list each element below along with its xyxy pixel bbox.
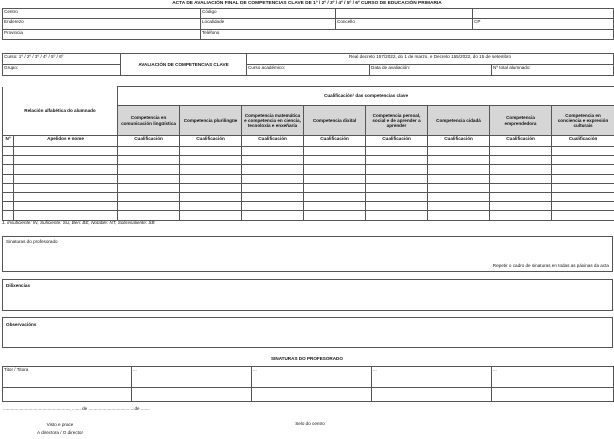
grade-cell[interactable] bbox=[118, 147, 180, 156]
competence-header: Competencia en conciencia e expresión culturais bbox=[552, 106, 614, 136]
competence-header: Competencia persoal, social e de aprender a aprender bbox=[366, 106, 428, 136]
table-row bbox=[3, 202, 614, 211]
grade-cell[interactable] bbox=[366, 165, 428, 174]
grade-cell[interactable] bbox=[118, 156, 180, 165]
grade-cell[interactable] bbox=[428, 202, 490, 211]
signature-slot[interactable] bbox=[492, 388, 614, 402]
curso-field[interactable]: Curso: 1º / 2º / 3º / 4º / 5º / 6º bbox=[3, 54, 121, 65]
signature-slot[interactable]: ... bbox=[492, 367, 614, 388]
teacher-signatures-box[interactable] bbox=[2, 236, 613, 272]
provincia-field[interactable]: Provincia bbox=[3, 30, 201, 40]
grade-cell[interactable] bbox=[3, 183, 14, 192]
signature-slot[interactable] bbox=[252, 388, 372, 402]
grupo-field[interactable]: Grupo: bbox=[3, 65, 121, 76]
grade-cell[interactable] bbox=[552, 156, 614, 165]
grade-cell[interactable] bbox=[180, 174, 242, 183]
grade-cell[interactable] bbox=[490, 165, 552, 174]
grade-cell[interactable] bbox=[14, 192, 118, 201]
grade-cell[interactable] bbox=[428, 165, 490, 174]
decree-reference: Real decreto 157/2022, do 1 de marzo, e Decreto 155/2022, do 15 de setembro bbox=[247, 54, 614, 65]
concello-field[interactable]: Concello bbox=[336, 19, 473, 30]
grade-cell[interactable] bbox=[366, 174, 428, 183]
grade-cell[interactable] bbox=[180, 202, 242, 211]
qualification-header: Cualificación¹ das competencias clave bbox=[118, 87, 614, 106]
grade-cell[interactable] bbox=[242, 147, 304, 156]
grade-cell[interactable] bbox=[3, 156, 14, 165]
center-info-table bbox=[2, 8, 614, 40]
grade-cell[interactable] bbox=[14, 202, 118, 211]
table-row bbox=[3, 183, 614, 192]
grade-cell[interactable] bbox=[490, 147, 552, 156]
competence-header: Competencia cidadá bbox=[428, 106, 490, 136]
grade-cell[interactable] bbox=[552, 211, 614, 220]
grade-cell[interactable] bbox=[3, 202, 14, 211]
total-alumnado-field[interactable]: Nº total alumnado: bbox=[492, 65, 614, 76]
grade-cell[interactable] bbox=[428, 192, 490, 201]
grade-cell[interactable] bbox=[552, 183, 614, 192]
date-line[interactable]: ...................................................., ....... de ....................................de ....... bbox=[3, 406, 150, 411]
competence-header: Competencia dixital bbox=[304, 106, 366, 136]
qualification-column-header: Cualificación bbox=[428, 136, 490, 147]
diligencias-box[interactable] bbox=[2, 279, 613, 311]
qualification-column-header: Cualificación bbox=[490, 136, 552, 147]
grade-cell[interactable] bbox=[3, 174, 14, 183]
grade-cell[interactable] bbox=[14, 147, 118, 156]
grade-cell[interactable] bbox=[180, 165, 242, 174]
grade-cell[interactable] bbox=[304, 156, 366, 165]
qualification-column-header: Cualificación bbox=[366, 136, 428, 147]
grade-cell[interactable] bbox=[242, 211, 304, 220]
grade-cell[interactable] bbox=[490, 192, 552, 201]
visto-prace-label: Visto e prace bbox=[46, 422, 74, 427]
table-row bbox=[3, 165, 614, 174]
table-row bbox=[3, 174, 614, 183]
grade-cell[interactable] bbox=[118, 192, 180, 201]
grade-cell[interactable] bbox=[3, 147, 14, 156]
grade-cell[interactable] bbox=[304, 147, 366, 156]
grade-cell[interactable] bbox=[428, 156, 490, 165]
grade-cell[interactable] bbox=[366, 202, 428, 211]
qualification-column-header: Cualificación bbox=[180, 136, 242, 147]
competence-header: Competencia en comunicación lingüística bbox=[118, 106, 180, 136]
director-label: A directora / O director bbox=[37, 430, 83, 435]
grade-cell[interactable] bbox=[3, 192, 14, 201]
telefono-field[interactable]: Teléfono bbox=[201, 30, 614, 40]
grade-cell[interactable] bbox=[304, 174, 366, 183]
grade-cell[interactable] bbox=[242, 202, 304, 211]
signature-slot[interactable]: ... bbox=[252, 367, 372, 388]
competences-subtitle: AVALIACIÓN DE COMPETENCIAS CLAVE bbox=[121, 54, 247, 76]
table-row bbox=[3, 211, 614, 220]
grade-cell[interactable] bbox=[366, 147, 428, 156]
grade-cell[interactable] bbox=[14, 174, 118, 183]
qualification-column-header: Cualificación bbox=[118, 136, 180, 147]
footnote: 1. Insuficiente: IN, Suficiente: SU, Ben: BE, Notable: NT, Sobresaliente: SB bbox=[2, 220, 155, 225]
table-row bbox=[3, 192, 614, 201]
grade-cell[interactable] bbox=[490, 174, 552, 183]
grade-cell[interactable] bbox=[180, 192, 242, 201]
data-avaliacion-field[interactable]: Data de avaliación: bbox=[370, 65, 492, 76]
teacher-signatures-label: Sinaturas do profesorado bbox=[6, 239, 58, 244]
grade-cell[interactable] bbox=[14, 211, 118, 220]
grade-cell[interactable] bbox=[180, 156, 242, 165]
course-info-table bbox=[2, 53, 614, 76]
qualification-column-header: Cualificación bbox=[242, 136, 304, 147]
grades-table bbox=[2, 86, 614, 221]
grade-cell[interactable] bbox=[490, 156, 552, 165]
grade-cell[interactable] bbox=[118, 174, 180, 183]
competence-header: Competencia plurilingüe bbox=[180, 106, 242, 136]
diligencias-label: Dilixencias bbox=[6, 283, 31, 288]
observacions-label: Observacións bbox=[6, 322, 37, 327]
competence-header: Competencia emprendedora bbox=[490, 106, 552, 136]
signature-slot[interactable] bbox=[372, 388, 492, 402]
grade-cell[interactable] bbox=[552, 202, 614, 211]
grade-cell[interactable] bbox=[304, 202, 366, 211]
grade-cell[interactable] bbox=[242, 174, 304, 183]
grade-cell[interactable] bbox=[242, 192, 304, 201]
grade-cell[interactable] bbox=[366, 192, 428, 201]
codigo-field[interactable]: Código bbox=[201, 9, 336, 19]
grade-cell[interactable] bbox=[242, 165, 304, 174]
localidade-field[interactable]: Localidade bbox=[201, 19, 336, 30]
number-header: Nº bbox=[3, 136, 14, 147]
curso-academico-field[interactable]: Curso académico: bbox=[247, 65, 370, 76]
blank-cell bbox=[336, 9, 473, 19]
grade-cell[interactable] bbox=[14, 156, 118, 165]
grade-cell[interactable] bbox=[118, 202, 180, 211]
grade-cell[interactable] bbox=[366, 183, 428, 192]
signatures-table bbox=[2, 366, 614, 402]
grade-cell[interactable] bbox=[304, 165, 366, 174]
signatures-section-title: SINATURAS DO PROFESORADO bbox=[271, 356, 343, 361]
grade-cell[interactable] bbox=[242, 156, 304, 165]
grade-cell[interactable] bbox=[490, 202, 552, 211]
grade-cell[interactable] bbox=[552, 147, 614, 156]
competence-header: Competencia matemática e competencia en ciencia, tecnoloxía e enxeñaría bbox=[242, 106, 304, 136]
grade-cell[interactable] bbox=[366, 211, 428, 220]
grade-cell[interactable] bbox=[14, 183, 118, 192]
grade-cell[interactable] bbox=[428, 147, 490, 156]
grade-cell[interactable] bbox=[3, 211, 14, 220]
grade-cell[interactable] bbox=[490, 211, 552, 220]
names-header: Apelidos e nome bbox=[14, 136, 118, 147]
grade-cell[interactable] bbox=[180, 183, 242, 192]
enderezo-field[interactable]: Enderezo bbox=[3, 19, 201, 30]
grade-cell[interactable] bbox=[552, 192, 614, 201]
table-row bbox=[3, 147, 614, 156]
signature-slot[interactable]: ... bbox=[372, 367, 492, 388]
grade-cell[interactable] bbox=[428, 174, 490, 183]
tutor-label: Titor / Titora bbox=[3, 367, 132, 388]
grade-cell[interactable] bbox=[304, 211, 366, 220]
grade-cell[interactable] bbox=[304, 183, 366, 192]
cp-field[interactable]: CP bbox=[473, 19, 614, 30]
grade-cell[interactable] bbox=[3, 165, 14, 174]
repeat-note: Repetir o cadro de sinaturas en todas as páxinas da acta bbox=[492, 263, 609, 268]
signature-slot[interactable] bbox=[132, 388, 252, 402]
grade-cell[interactable] bbox=[552, 165, 614, 174]
grade-cell[interactable] bbox=[118, 211, 180, 220]
grade-cell[interactable] bbox=[118, 183, 180, 192]
grade-cell[interactable] bbox=[180, 147, 242, 156]
grade-cell[interactable] bbox=[14, 165, 118, 174]
selo-label: Selo do centro bbox=[295, 421, 325, 426]
centro-field[interactable]: Centro bbox=[3, 9, 201, 19]
signature-slot[interactable]: ... bbox=[132, 367, 252, 388]
qualification-column-header: Cualificación bbox=[552, 136, 614, 147]
relation-header: Relación alfabética do alumnado bbox=[3, 87, 118, 136]
document-title: ACTA DE AVALIACIÓN FINAL DE COMPETENCIAS CLAVE DE 1º / 2º / 3º / 4º / 5º / 6º CURSO DE EDUCACIÓN PRIMARIA bbox=[172, 0, 442, 6]
blank-cell bbox=[473, 9, 614, 19]
observacions-box[interactable] bbox=[2, 317, 613, 348]
qualification-column-header: Cualificación bbox=[304, 136, 366, 147]
grade-cell[interactable] bbox=[180, 211, 242, 220]
grade-cell[interactable] bbox=[428, 183, 490, 192]
grade-cell[interactable] bbox=[428, 211, 490, 220]
table-row bbox=[3, 156, 614, 165]
grade-cell[interactable] bbox=[552, 174, 614, 183]
grade-cell[interactable] bbox=[490, 183, 552, 192]
grade-cell[interactable] bbox=[118, 165, 180, 174]
grade-cell[interactable] bbox=[366, 156, 428, 165]
grade-cell[interactable] bbox=[242, 183, 304, 192]
signature-slot[interactable] bbox=[3, 388, 132, 402]
grade-cell[interactable] bbox=[304, 192, 366, 201]
